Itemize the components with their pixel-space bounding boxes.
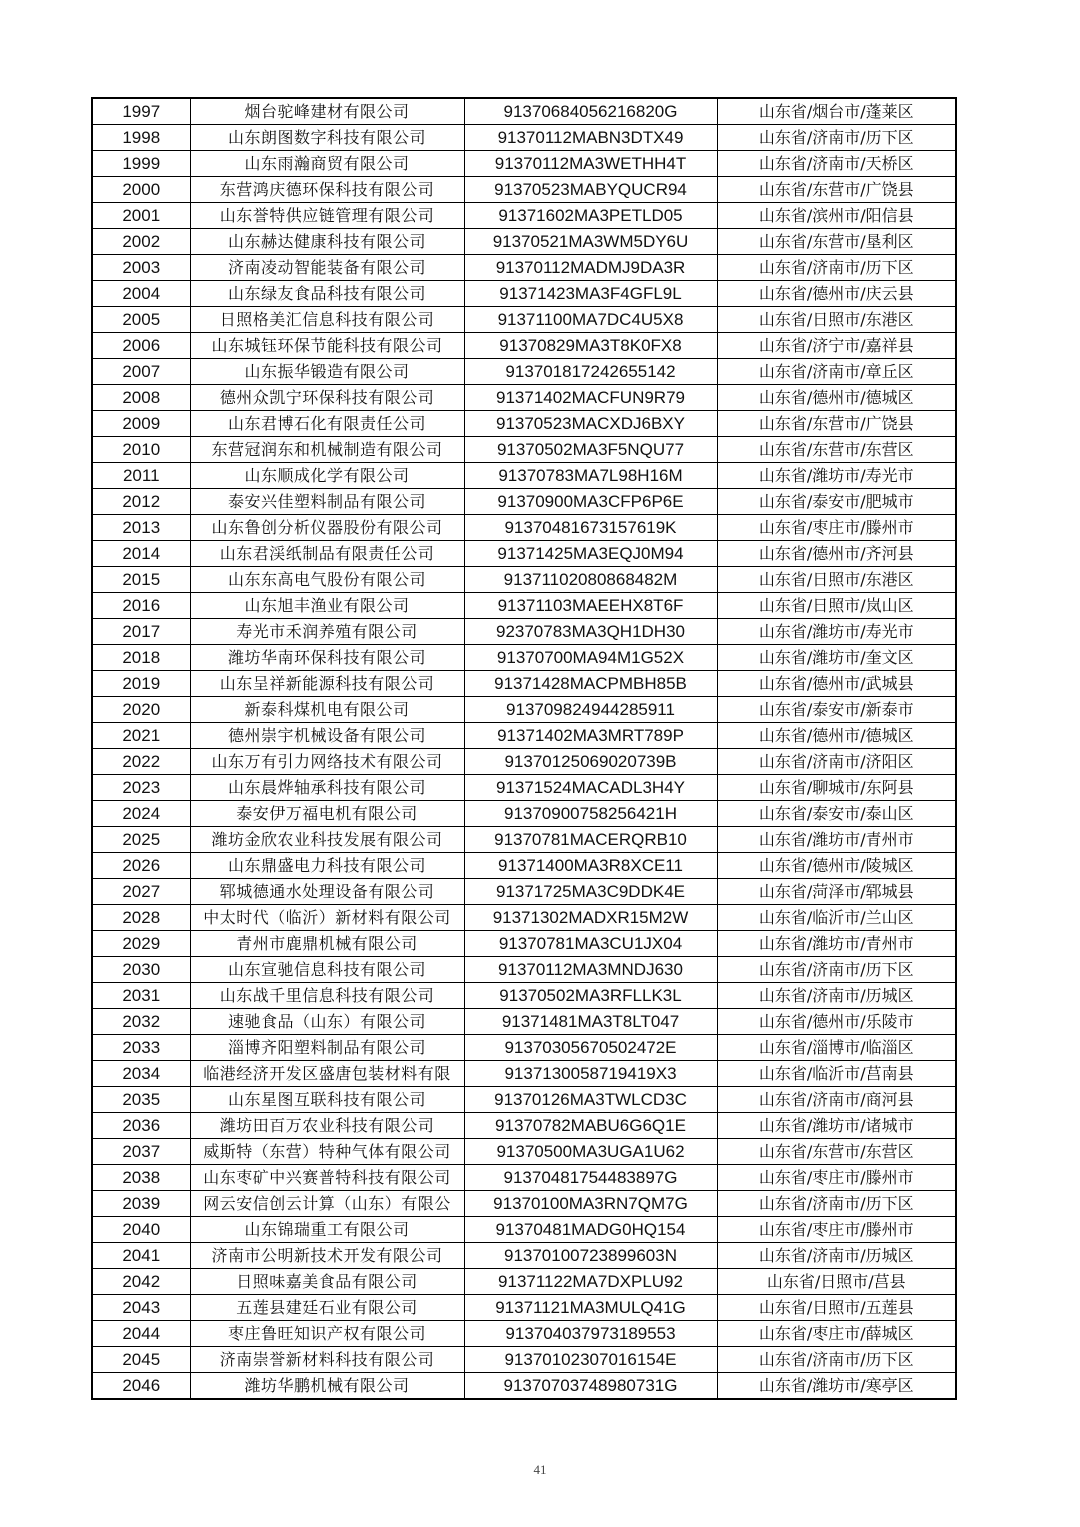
row-number-cell: 2025 xyxy=(92,827,190,853)
company-name-cell: 山东晨烨轴承科技有限公司 xyxy=(190,775,464,801)
credit-code-cell: 9137130058719419X3 xyxy=(464,1061,717,1087)
company-name-cell: 潍坊华南环保科技有限公司 xyxy=(190,645,464,671)
company-name-cell: 山东雨瀚商贸有限公司 xyxy=(190,151,464,177)
credit-code-cell: 913704037973189553 xyxy=(464,1321,717,1347)
row-number-cell: 2017 xyxy=(92,619,190,645)
table-row xyxy=(92,749,956,775)
company-name-cell: 速驰食品（山东）有限公司 xyxy=(190,1009,464,1035)
region-cell: 山东省/济南市/历下区 xyxy=(717,1191,956,1217)
table-row xyxy=(92,489,956,515)
table-row xyxy=(92,879,956,905)
region-cell: 山东省/滨州市/阳信县 xyxy=(717,203,956,229)
row-number-cell: 2005 xyxy=(92,307,190,333)
credit-code-cell: 91370900MA3CFP6P6E xyxy=(464,489,717,515)
table-row xyxy=(92,1217,956,1243)
company-name-cell: 潍坊田百万农业科技有限公司 xyxy=(190,1113,464,1139)
company-name-cell: 泰安兴佳塑料制品有限公司 xyxy=(190,489,464,515)
credit-code-cell: 91370523MABYQUCR94 xyxy=(464,177,717,203)
row-number-cell: 2039 xyxy=(92,1191,190,1217)
credit-code-cell: 91370100723899603N xyxy=(464,1243,717,1269)
row-number-cell: 1997 xyxy=(92,98,190,125)
company-name-cell: 德州众凯宁环保科技有限公司 xyxy=(190,385,464,411)
row-number-cell: 2032 xyxy=(92,1009,190,1035)
table-row xyxy=(92,177,956,203)
company-name-cell: 济南市公明新技术开发有限公司 xyxy=(190,1243,464,1269)
region-cell: 山东省/德州市/武城县 xyxy=(717,671,956,697)
row-number-cell: 2035 xyxy=(92,1087,190,1113)
company-name-cell: 青州市鹿鼎机械有限公司 xyxy=(190,931,464,957)
company-name-cell: 东营冠润东和机械制造有限公司 xyxy=(190,437,464,463)
row-number-cell: 2043 xyxy=(92,1295,190,1321)
company-name-cell: 枣庄鲁旺知识产权有限公司 xyxy=(190,1321,464,1347)
table-row xyxy=(92,645,956,671)
row-number-cell: 2029 xyxy=(92,931,190,957)
region-cell: 山东省/济宁市/嘉祥县 xyxy=(717,333,956,359)
table-row xyxy=(92,671,956,697)
row-number-cell: 2015 xyxy=(92,567,190,593)
table-row xyxy=(92,98,956,125)
table-row xyxy=(92,255,956,281)
credit-code-cell: 91370112MA3WETHH4T xyxy=(464,151,717,177)
row-number-cell: 2020 xyxy=(92,697,190,723)
row-number-cell: 2023 xyxy=(92,775,190,801)
company-name-cell: 山东誉特供应链管理有限公司 xyxy=(190,203,464,229)
company-name-cell: 中太时代（临沂）新材料有限公司 xyxy=(190,905,464,931)
credit-code-cell: 91370521MA3WM5DY6U xyxy=(464,229,717,255)
credit-code-cell: 913709824944285911 xyxy=(464,697,717,723)
table-row xyxy=(92,203,956,229)
row-number-cell: 2012 xyxy=(92,489,190,515)
row-number-cell: 2040 xyxy=(92,1217,190,1243)
credit-code-cell: 91370502MA3F5NQU77 xyxy=(464,437,717,463)
region-cell: 山东省/枣庄市/滕州市 xyxy=(717,515,956,541)
region-cell: 山东省/德州市/德城区 xyxy=(717,723,956,749)
company-name-cell: 山东朗图数字科技有限公司 xyxy=(190,125,464,151)
credit-code-cell: 91371103MAEEHX8T6F xyxy=(464,593,717,619)
table-row xyxy=(92,281,956,307)
region-cell: 山东省/济南市/天桥区 xyxy=(717,151,956,177)
table-row xyxy=(92,1321,956,1347)
table-body xyxy=(92,98,956,1399)
company-name-cell: 五莲县建廷石业有限公司 xyxy=(190,1295,464,1321)
region-cell: 山东省/德州市/德城区 xyxy=(717,385,956,411)
company-name-cell: 山东战千里信息科技有限公司 xyxy=(190,983,464,1009)
row-number-cell: 2014 xyxy=(92,541,190,567)
table-row xyxy=(92,827,956,853)
table-row xyxy=(92,697,956,723)
credit-code-cell: 91370100MA3RN7QM7G xyxy=(464,1191,717,1217)
table-row xyxy=(92,151,956,177)
credit-code-cell: 91371428MACPMBH85B xyxy=(464,671,717,697)
region-cell: 山东省/东营市/垦利区 xyxy=(717,229,956,255)
region-cell: 山东省/济南市/章丘区 xyxy=(717,359,956,385)
row-number-cell: 2041 xyxy=(92,1243,190,1269)
table-row xyxy=(92,775,956,801)
table-row xyxy=(92,437,956,463)
credit-code-cell: 91371402MACFUN9R79 xyxy=(464,385,717,411)
table-row xyxy=(92,333,956,359)
table-row xyxy=(92,567,956,593)
region-cell: 山东省/潍坊市/奎文区 xyxy=(717,645,956,671)
row-number-cell: 1998 xyxy=(92,125,190,151)
table-row xyxy=(92,515,956,541)
region-cell: 山东省/济南市/历城区 xyxy=(717,983,956,1009)
table-row xyxy=(92,307,956,333)
credit-code-cell: 91371524MACADL3H4Y xyxy=(464,775,717,801)
table-row xyxy=(92,1165,956,1191)
company-name-cell: 山东振华锻造有限公司 xyxy=(190,359,464,385)
row-number-cell: 2016 xyxy=(92,593,190,619)
region-cell: 山东省/东营市/广饶县 xyxy=(717,411,956,437)
credit-code-cell: 91370481754483897G xyxy=(464,1165,717,1191)
credit-code-cell: 91371725MA3C9DDK4E xyxy=(464,879,717,905)
region-cell: 山东省/济南市/商河县 xyxy=(717,1087,956,1113)
company-name-cell: 山东呈祥新能源科技有限公司 xyxy=(190,671,464,697)
region-cell: 山东省/潍坊市/寒亭区 xyxy=(717,1373,956,1400)
credit-code-cell: 91370703748980731G xyxy=(464,1373,717,1400)
company-name-cell: 日照格美汇信息科技有限公司 xyxy=(190,307,464,333)
region-cell: 山东省/日照市/东港区 xyxy=(717,307,956,333)
row-number-cell: 2007 xyxy=(92,359,190,385)
row-number-cell: 2026 xyxy=(92,853,190,879)
region-cell: 山东省/德州市/庆云县 xyxy=(717,281,956,307)
table-row xyxy=(92,853,956,879)
row-number-cell: 1999 xyxy=(92,151,190,177)
credit-code-cell: 91370900758256421H xyxy=(464,801,717,827)
company-registry-table xyxy=(91,97,957,1400)
company-name-cell: 山东绿友食品科技有限公司 xyxy=(190,281,464,307)
region-cell: 山东省/日照市/五莲县 xyxy=(717,1295,956,1321)
company-name-cell: 山东顺成化学有限公司 xyxy=(190,463,464,489)
region-cell: 山东省/潍坊市/青州市 xyxy=(717,931,956,957)
row-number-cell: 2008 xyxy=(92,385,190,411)
credit-code-cell: 91371302MADXR15M2W xyxy=(464,905,717,931)
region-cell: 山东省/日照市/东港区 xyxy=(717,567,956,593)
credit-code-cell: 91370102307016154E xyxy=(464,1347,717,1373)
region-cell: 山东省/临沂市/莒南县 xyxy=(717,1061,956,1087)
table-row xyxy=(92,541,956,567)
row-number-cell: 2044 xyxy=(92,1321,190,1347)
table-row xyxy=(92,905,956,931)
credit-code-cell: 91370125069020739B xyxy=(464,749,717,775)
row-number-cell: 2000 xyxy=(92,177,190,203)
company-name-cell: 济南凌动智能装备有限公司 xyxy=(190,255,464,281)
credit-code-cell: 91370700MA94M1G52X xyxy=(464,645,717,671)
company-name-cell: 山东宣驰信息科技有限公司 xyxy=(190,957,464,983)
region-cell: 山东省/东营市/广饶县 xyxy=(717,177,956,203)
row-number-cell: 2046 xyxy=(92,1373,190,1400)
credit-code-cell: 91370500MA3UGA1U62 xyxy=(464,1139,717,1165)
table-row xyxy=(92,125,956,151)
row-number-cell: 2010 xyxy=(92,437,190,463)
row-number-cell: 2002 xyxy=(92,229,190,255)
row-number-cell: 2009 xyxy=(92,411,190,437)
row-number-cell: 2006 xyxy=(92,333,190,359)
region-cell: 山东省/菏泽市/郓城县 xyxy=(717,879,956,905)
table-row xyxy=(92,957,956,983)
region-cell: 山东省/东营市/东营区 xyxy=(717,437,956,463)
region-cell: 山东省/德州市/陵城区 xyxy=(717,853,956,879)
company-name-cell: 临港经济开发区盛唐包装材料有限 xyxy=(190,1061,464,1087)
credit-code-cell: 91370112MABN3DTX49 xyxy=(464,125,717,151)
credit-code-cell: 91370782MABU6G6Q1E xyxy=(464,1113,717,1139)
region-cell: 山东省/泰安市/肥城市 xyxy=(717,489,956,515)
company-name-cell: 网云安信创云计算（山东）有限公 xyxy=(190,1191,464,1217)
table-row xyxy=(92,463,956,489)
company-name-cell: 山东万有引力网络技术有限公司 xyxy=(190,749,464,775)
region-cell: 山东省/潍坊市/青州市 xyxy=(717,827,956,853)
company-name-cell: 山东城钰环保节能科技有限公司 xyxy=(190,333,464,359)
region-cell: 山东省/济南市/历下区 xyxy=(717,125,956,151)
table-row xyxy=(92,1191,956,1217)
table-row xyxy=(92,983,956,1009)
table-row xyxy=(92,1061,956,1087)
region-cell: 山东省/潍坊市/寿光市 xyxy=(717,619,956,645)
region-cell: 山东省/潍坊市/寿光市 xyxy=(717,463,956,489)
company-name-cell: 日照味嘉美食品有限公司 xyxy=(190,1269,464,1295)
credit-code-cell: 91370684056216820G xyxy=(464,98,717,125)
region-cell: 山东省/济南市/历城区 xyxy=(717,1243,956,1269)
row-number-cell: 2045 xyxy=(92,1347,190,1373)
company-name-cell: 烟台驼峰建材有限公司 xyxy=(190,98,464,125)
region-cell: 山东省/聊城市/东阿县 xyxy=(717,775,956,801)
row-number-cell: 2011 xyxy=(92,463,190,489)
region-cell: 山东省/济南市/历下区 xyxy=(717,255,956,281)
credit-code-cell: 91371400MA3R8XCE11 xyxy=(464,853,717,879)
row-number-cell: 2030 xyxy=(92,957,190,983)
table-row xyxy=(92,931,956,957)
row-number-cell: 2004 xyxy=(92,281,190,307)
company-name-cell: 山东君渓纸制品有限责任公司 xyxy=(190,541,464,567)
table-row xyxy=(92,1035,956,1061)
company-name-cell: 山东枣矿中兴赛普特科技有限公司 xyxy=(190,1165,464,1191)
region-cell: 山东省/枣庄市/滕州市 xyxy=(717,1165,956,1191)
company-name-cell: 寿光市禾润养殖有限公司 xyxy=(190,619,464,645)
table-row xyxy=(92,801,956,827)
region-cell: 山东省/日照市/莒县 xyxy=(717,1269,956,1295)
row-number-cell: 2019 xyxy=(92,671,190,697)
credit-code-cell: 91371122MA7DXPLU92 xyxy=(464,1269,717,1295)
credit-code-cell: 91370481MADG0HQ154 xyxy=(464,1217,717,1243)
table-row xyxy=(92,1373,956,1400)
table-row xyxy=(92,619,956,645)
company-name-cell: 潍坊华鹏机械有限公司 xyxy=(190,1373,464,1400)
company-name-cell: 山东赫达健康科技有限公司 xyxy=(190,229,464,255)
company-name-cell: 威斯特（东营）特种气体有限公司 xyxy=(190,1139,464,1165)
row-number-cell: 2013 xyxy=(92,515,190,541)
credit-code-cell: 91371481MA3T8LT047 xyxy=(464,1009,717,1035)
credit-code-cell: 91371425MA3EQJ0M94 xyxy=(464,541,717,567)
region-cell: 山东省/枣庄市/滕州市 xyxy=(717,1217,956,1243)
credit-code-cell: 91370502MA3RFLLK3L xyxy=(464,983,717,1009)
row-number-cell: 2027 xyxy=(92,879,190,905)
credit-code-cell: 91371121MA3MULQ41G xyxy=(464,1295,717,1321)
credit-code-cell: 91371100MA7DC4U5X8 xyxy=(464,307,717,333)
region-cell: 山东省/济南市/历下区 xyxy=(717,957,956,983)
company-name-cell: 泰安伊万福电机有限公司 xyxy=(190,801,464,827)
credit-code-cell: 91370112MA3MNDJ630 xyxy=(464,957,717,983)
table-row xyxy=(92,359,956,385)
region-cell: 山东省/烟台市/蓬莱区 xyxy=(717,98,956,125)
region-cell: 山东省/德州市/齐河县 xyxy=(717,541,956,567)
credit-code-cell: 91370112MADMJ9DA3R xyxy=(464,255,717,281)
row-number-cell: 2036 xyxy=(92,1113,190,1139)
row-number-cell: 2038 xyxy=(92,1165,190,1191)
company-name-cell: 山东鲁创分析仪器股份有限公司 xyxy=(190,515,464,541)
row-number-cell: 2034 xyxy=(92,1061,190,1087)
table-row xyxy=(92,229,956,255)
row-number-cell: 2033 xyxy=(92,1035,190,1061)
table-row xyxy=(92,1113,956,1139)
credit-code-cell: 913701817242655142 xyxy=(464,359,717,385)
credit-code-cell: 91370783MA7L98H16M xyxy=(464,463,717,489)
credit-code-cell: 91371602MA3PETLD05 xyxy=(464,203,717,229)
region-cell: 山东省/济南市/历下区 xyxy=(717,1347,956,1373)
table-row xyxy=(92,1009,956,1035)
credit-code-cell: 91370781MACERQRB10 xyxy=(464,827,717,853)
table-row xyxy=(92,1139,956,1165)
table-row xyxy=(92,411,956,437)
table-row xyxy=(92,593,956,619)
row-number-cell: 2021 xyxy=(92,723,190,749)
company-name-cell: 山东锦瑞重工有限公司 xyxy=(190,1217,464,1243)
region-cell: 山东省/淄博市/临淄区 xyxy=(717,1035,956,1061)
row-number-cell: 2003 xyxy=(92,255,190,281)
credit-code-cell: 91371402MA3MRT789P xyxy=(464,723,717,749)
region-cell: 山东省/潍坊市/诸城市 xyxy=(717,1113,956,1139)
company-name-cell: 山东星图互联科技有限公司 xyxy=(190,1087,464,1113)
table-row xyxy=(92,1243,956,1269)
row-number-cell: 2031 xyxy=(92,983,190,1009)
credit-code-cell: 92370783MA3QH1DH30 xyxy=(464,619,717,645)
company-name-cell: 新泰科煤机电有限公司 xyxy=(190,697,464,723)
table-row xyxy=(92,1269,956,1295)
credit-code-cell: 91371102080868482M xyxy=(464,567,717,593)
company-name-cell: 潍坊金欣农业科技发展有限公司 xyxy=(190,827,464,853)
company-name-cell: 山东鼎盛电力科技有限公司 xyxy=(190,853,464,879)
row-number-cell: 2022 xyxy=(92,749,190,775)
company-name-cell: 山东君博石化有限责任公司 xyxy=(190,411,464,437)
table-row xyxy=(92,1347,956,1373)
credit-code-cell: 91370781MA3CU1JX04 xyxy=(464,931,717,957)
credit-code-cell: 91370481673157619K xyxy=(464,515,717,541)
credit-code-cell: 91370126MA3TWLCD3C xyxy=(464,1087,717,1113)
credit-code-cell: 91371423MA3F4GFL9L xyxy=(464,281,717,307)
region-cell: 山东省/德州市/乐陵市 xyxy=(717,1009,956,1035)
credit-code-cell: 91370829MA3T8K0FX8 xyxy=(464,333,717,359)
company-name-cell: 郓城德通水处理设备有限公司 xyxy=(190,879,464,905)
table-row xyxy=(92,723,956,749)
region-cell: 山东省/泰安市/新泰市 xyxy=(717,697,956,723)
credit-code-cell: 91370523MACXDJ6BXY xyxy=(464,411,717,437)
region-cell: 山东省/枣庄市/薛城区 xyxy=(717,1321,956,1347)
company-name-cell: 东营鸿庆德环保科技有限公司 xyxy=(190,177,464,203)
company-name-cell: 德州崇宇机械设备有限公司 xyxy=(190,723,464,749)
row-number-cell: 2024 xyxy=(92,801,190,827)
row-number-cell: 2018 xyxy=(92,645,190,671)
company-name-cell: 山东旭丰渔业有限公司 xyxy=(190,593,464,619)
row-number-cell: 2037 xyxy=(92,1139,190,1165)
table-row xyxy=(92,1295,956,1321)
company-name-cell: 淄博齐阳塑料制品有限公司 xyxy=(190,1035,464,1061)
credit-code-cell: 91370305670502472E xyxy=(464,1035,717,1061)
table-row xyxy=(92,1087,956,1113)
company-name-cell: 山东东高电气股份有限公司 xyxy=(190,567,464,593)
region-cell: 山东省/泰安市/泰山区 xyxy=(717,801,956,827)
company-name-cell: 济南崇誉新材料科技有限公司 xyxy=(190,1347,464,1373)
page-number: 41 xyxy=(533,1462,547,1477)
row-number-cell: 2028 xyxy=(92,905,190,931)
region-cell: 山东省/日照市/岚山区 xyxy=(717,593,956,619)
region-cell: 山东省/济南市/济阳区 xyxy=(717,749,956,775)
row-number-cell: 2001 xyxy=(92,203,190,229)
region-cell: 山东省/临沂市/兰山区 xyxy=(717,905,956,931)
row-number-cell: 2042 xyxy=(92,1269,190,1295)
table-row xyxy=(92,385,956,411)
region-cell: 山东省/东营市/东营区 xyxy=(717,1139,956,1165)
